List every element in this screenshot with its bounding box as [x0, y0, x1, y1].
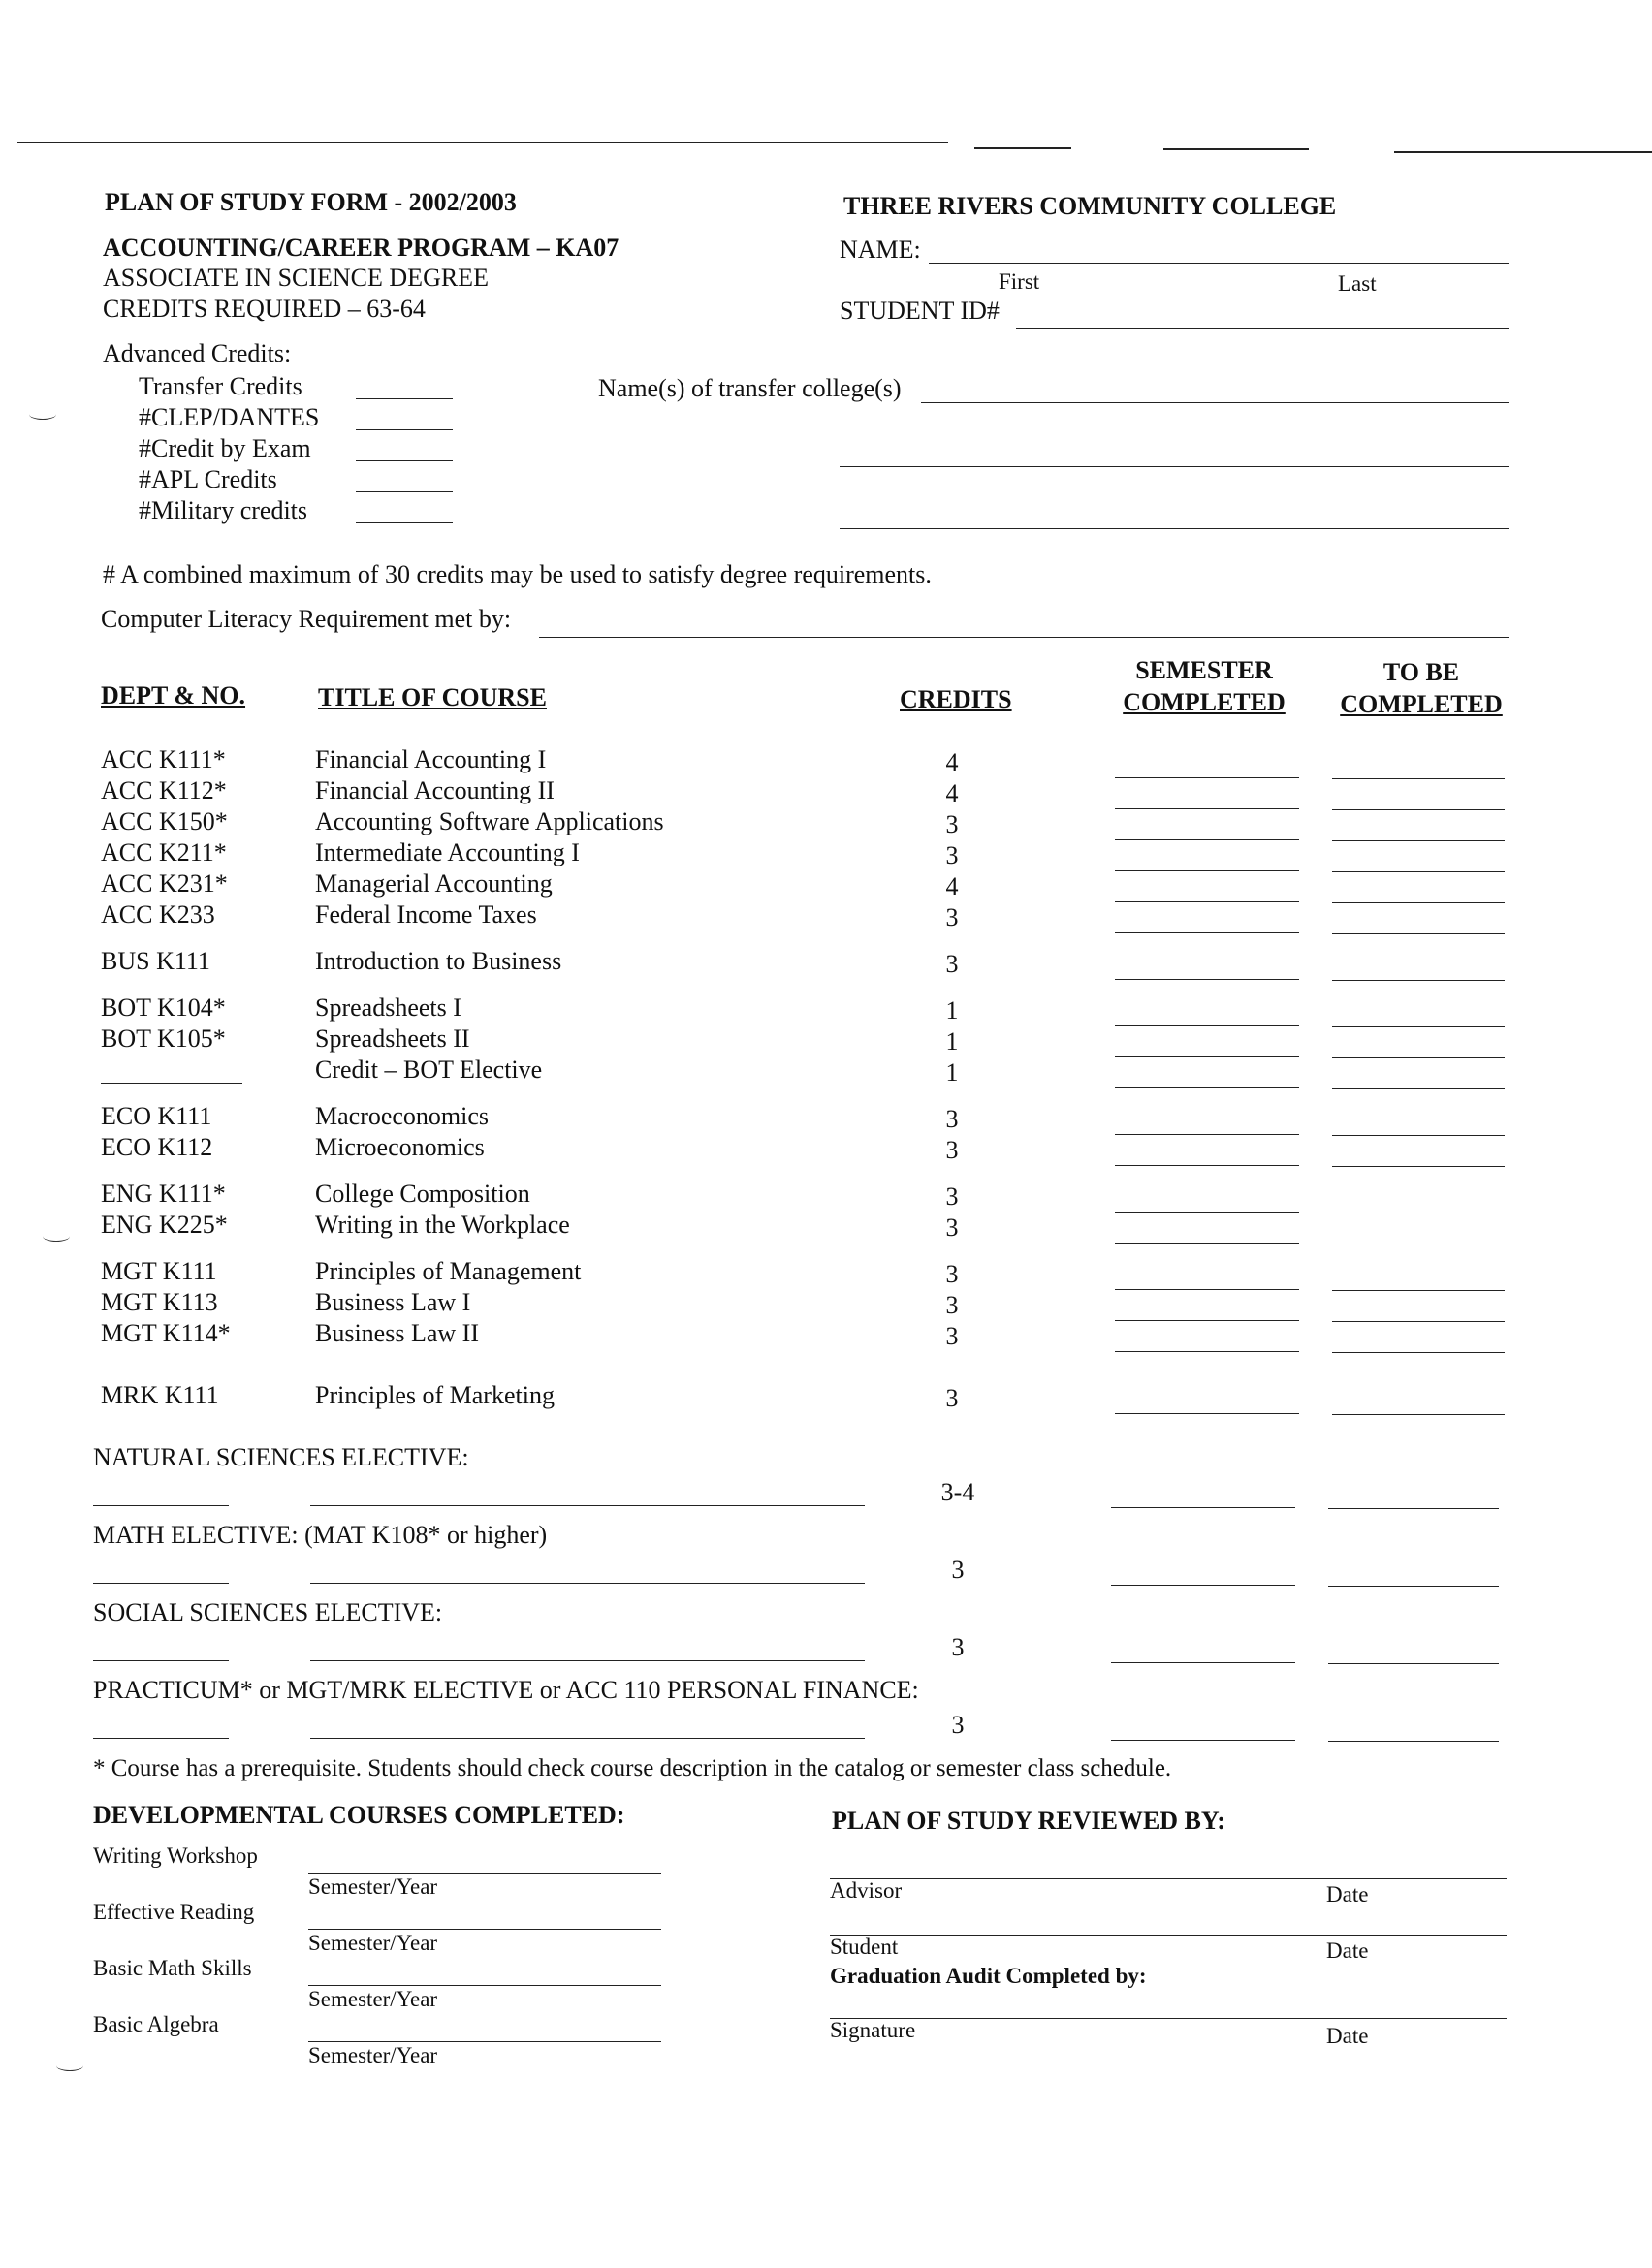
advisor-date-label: Date: [1326, 1882, 1369, 1906]
student-signature-field[interactable]: [830, 1935, 1507, 1936]
transfer-college-field-2[interactable]: [840, 466, 1509, 467]
course-dept: BOT K105*: [101, 1024, 226, 1053]
col-tobe-header-2: COMPLETED: [1340, 690, 1503, 718]
course-title: Introduction to Business: [315, 947, 562, 975]
course-dept: ACC K233: [101, 900, 215, 929]
course-dept: BOT K104*: [101, 993, 226, 1022]
semester-year-label: Semester/Year: [308, 1931, 438, 1955]
course-title: Spreadsheets I: [315, 993, 461, 1022]
advanced-credit-label: #Credit by Exam: [139, 434, 311, 462]
semester-completed-field[interactable]: [1115, 979, 1299, 980]
top-rule-segment: [1163, 148, 1309, 150]
elective-credits: 3-4: [940, 1478, 975, 1506]
to-be-completed-field[interactable]: [1332, 1057, 1505, 1058]
course-title: Business Law I: [315, 1288, 471, 1316]
combined-max-note: # A combined maximum of 30 credits may be used to satisfy degree requirements.: [103, 560, 932, 588]
elective-dept-field[interactable]: [93, 1660, 229, 1661]
advanced-credit-label: #APL Credits: [139, 465, 277, 493]
name-field[interactable]: [929, 263, 1509, 264]
course-dept: ENG K225*: [101, 1211, 228, 1239]
transfer-college-label: Name(s) of transfer college(s): [598, 374, 902, 402]
student-date-label: Date: [1326, 1938, 1369, 1963]
semester-completed-field[interactable]: [1115, 1056, 1299, 1057]
col-semester-header-1: SEMESTER: [1135, 656, 1273, 684]
course-credits: 3: [945, 1136, 959, 1164]
developmental-semester-field[interactable]: [308, 2041, 661, 2042]
form-title: PLAN OF STUDY FORM - 2002/2003: [105, 188, 517, 216]
course-title: Federal Income Taxes: [315, 900, 537, 929]
student-id-label: STUDENT ID#: [840, 297, 1000, 325]
last-name-label: Last: [1338, 271, 1377, 296]
advanced-credit-field[interactable]: [356, 398, 453, 399]
semester-completed-field[interactable]: [1115, 1212, 1299, 1213]
course-dept: MGT K111: [101, 1257, 217, 1285]
student-label: Student: [830, 1935, 899, 1959]
course-dept: ACC K112*: [101, 776, 227, 804]
elective-dept-field[interactable]: [93, 1738, 229, 1739]
student-id-field[interactable]: [1016, 328, 1509, 329]
transfer-college-field-3[interactable]: [840, 528, 1509, 529]
course-credits: 4: [945, 872, 959, 900]
course-credits: 3: [945, 903, 959, 931]
semester-completed-field[interactable]: [1111, 1585, 1295, 1586]
semester-year-label: Semester/Year: [308, 1874, 438, 1899]
course-title: Microeconomics: [315, 1133, 485, 1161]
program-name: ACCOUNTING/CAREER PROGRAM – KA07: [103, 234, 620, 262]
course-title: Financial Accounting I: [315, 745, 547, 773]
course-credits: 3: [945, 1260, 959, 1288]
semester-completed-field[interactable]: [1111, 1662, 1295, 1663]
course-credits: 1: [945, 996, 959, 1024]
elective-credits: 3: [951, 1633, 965, 1661]
course-dept: MGT K114*: [101, 1319, 231, 1347]
semester-completed-field[interactable]: [1115, 1243, 1299, 1244]
course-title: Intermediate Accounting I: [315, 838, 580, 866]
course-dept: BUS K111: [101, 947, 210, 975]
course-credits: 1: [945, 1058, 959, 1087]
first-name-label: First: [999, 269, 1040, 294]
elective-label: NATURAL SCIENCES ELECTIVE:: [93, 1443, 469, 1471]
advanced-credits-heading: Advanced Credits:: [103, 339, 292, 367]
course-dept: MRK K111: [101, 1381, 219, 1409]
semester-completed-field[interactable]: [1115, 1413, 1299, 1414]
advanced-credit-field[interactable]: [356, 522, 453, 523]
to-be-completed-field[interactable]: [1328, 1586, 1499, 1587]
course-title: Principles of Management: [315, 1257, 582, 1285]
course-dept: ACC K211*: [101, 838, 227, 866]
semester-completed-field[interactable]: [1115, 839, 1299, 840]
course-title: Accounting Software Applications: [315, 807, 664, 835]
developmental-semester-field[interactable]: [308, 1929, 661, 1930]
audit-signature-field[interactable]: [830, 2018, 1507, 2019]
semester-completed-field[interactable]: [1115, 1087, 1299, 1088]
course-title: Writing in the Workplace: [315, 1211, 570, 1239]
top-rule-segment: [1394, 151, 1652, 153]
course-title: Macroeconomics: [315, 1102, 490, 1130]
semester-completed-field[interactable]: [1115, 777, 1299, 778]
semester-completed-field[interactable]: [1115, 1165, 1299, 1166]
col-semester-header-2: COMPLETED: [1123, 688, 1286, 716]
elective-credits: 3: [951, 1711, 965, 1739]
degree-name: ASSOCIATE IN SCIENCE DEGREE: [103, 264, 489, 292]
course-dept: MGT K113: [101, 1288, 218, 1316]
computer-literacy-field[interactable]: [539, 637, 1509, 638]
course-credits: 3: [945, 1291, 959, 1319]
col-title-header: TITLE OF COURSE: [318, 683, 547, 711]
review-heading: PLAN OF STUDY REVIEWED BY:: [832, 1807, 1225, 1835]
advisor-label: Advisor: [830, 1878, 903, 1903]
developmental-course-label: Basic Algebra: [93, 2012, 219, 2036]
to-be-completed-field[interactable]: [1332, 1290, 1505, 1291]
course-credits: 3: [945, 1105, 959, 1133]
developmental-course-label: Effective Reading: [93, 1900, 255, 1924]
developmental-course-label: Basic Math Skills: [93, 1956, 252, 1980]
semester-year-label: Semester/Year: [308, 2043, 438, 2067]
semester-completed-field[interactable]: [1111, 1740, 1295, 1741]
top-rule: [17, 142, 948, 143]
elective-dept-field[interactable]: [93, 1583, 229, 1584]
course-dept: ECO K111: [101, 1102, 212, 1130]
advanced-credit-label: #Military credits: [139, 496, 308, 524]
course-title: Spreadsheets II: [315, 1024, 470, 1053]
semester-completed-field[interactable]: [1115, 1134, 1299, 1135]
course-dept: ACC K231*: [101, 869, 228, 898]
to-be-completed-field[interactable]: [1332, 778, 1505, 779]
semester-completed-field[interactable]: [1115, 932, 1299, 933]
course-dept: ACC K150*: [101, 807, 228, 835]
semester-completed-field[interactable]: [1115, 808, 1299, 809]
college-name: THREE RIVERS COMMUNITY COLLEGE: [843, 192, 1337, 220]
developmental-heading: DEVELOPMENTAL COURSES COMPLETED:: [93, 1801, 625, 1829]
scan-mark: [56, 2061, 83, 2071]
course-dept: ACC K111*: [101, 745, 226, 773]
to-be-completed-field[interactable]: [1328, 1508, 1499, 1509]
to-be-completed-field[interactable]: [1328, 1663, 1499, 1664]
elective-label: SOCIAL SCIENCES ELECTIVE:: [93, 1598, 443, 1626]
semester-year-label: Semester/Year: [308, 1987, 438, 2011]
name-label: NAME:: [840, 236, 921, 264]
col-dept-header: DEPT & NO.: [101, 681, 246, 709]
elective-label: PRACTICUM* or MGT/MRK ELECTIVE or ACC 110 PERSONAL FINANCE:: [93, 1676, 919, 1704]
course-credits: 3: [945, 950, 959, 978]
course-credits: 1: [945, 1027, 959, 1055]
to-be-completed-field[interactable]: [1332, 980, 1505, 981]
course-title: College Composition: [315, 1180, 530, 1208]
scan-mark: [29, 409, 56, 420]
elective-title-field[interactable]: [310, 1583, 865, 1584]
course-title: Business Law II: [315, 1319, 479, 1347]
to-be-completed-field[interactable]: [1332, 1414, 1505, 1415]
advanced-credit-field[interactable]: [356, 491, 453, 492]
col-tobe-header-1: TO BE: [1382, 658, 1460, 686]
course-dept-field[interactable]: [101, 1083, 242, 1084]
advanced-credit-label: Transfer Credits: [139, 372, 302, 400]
scan-mark: [43, 1231, 70, 1242]
to-be-completed-field[interactable]: [1332, 809, 1505, 810]
to-be-completed-field[interactable]: [1332, 1166, 1505, 1167]
course-dept: ECO K112: [101, 1133, 213, 1161]
developmental-course-label: Writing Workshop: [93, 1843, 258, 1868]
course-credits: 3: [945, 1322, 959, 1350]
to-be-completed-field[interactable]: [1332, 1352, 1505, 1353]
to-be-completed-field[interactable]: [1332, 871, 1505, 872]
semester-completed-field[interactable]: [1115, 1289, 1299, 1290]
to-be-completed-field[interactable]: [1332, 933, 1505, 934]
course-credits: 3: [945, 1213, 959, 1242]
course-credits: 4: [945, 748, 959, 776]
course-title: Principles of Marketing: [315, 1381, 555, 1409]
course-title: Managerial Accounting: [315, 869, 553, 898]
audit-date-label: Date: [1326, 2024, 1369, 2048]
computer-literacy-label: Computer Literacy Requirement met by:: [101, 605, 512, 633]
developmental-semester-field[interactable]: [308, 1985, 661, 1986]
col-credits-header: CREDITS: [900, 685, 1012, 713]
to-be-completed-field[interactable]: [1332, 902, 1505, 903]
semester-completed-field[interactable]: [1115, 1025, 1299, 1026]
advanced-credit-field[interactable]: [356, 460, 453, 461]
elective-label: MATH ELECTIVE: (MAT K108* or higher): [93, 1521, 548, 1549]
semester-completed-field[interactable]: [1115, 901, 1299, 902]
course-credits: 3: [945, 1182, 959, 1211]
elective-title-field[interactable]: [310, 1738, 865, 1739]
course-credits: 4: [945, 779, 959, 807]
advisor-signature-field[interactable]: [830, 1878, 1507, 1879]
credits-required: CREDITS REQUIRED – 63-64: [103, 295, 426, 323]
developmental-semester-field[interactable]: [308, 1873, 661, 1874]
course-credits: 3: [945, 841, 959, 869]
elective-credits: 3: [951, 1556, 965, 1584]
semester-completed-field[interactable]: [1111, 1507, 1295, 1508]
semester-completed-field[interactable]: [1115, 870, 1299, 871]
elective-title-field[interactable]: [310, 1660, 865, 1661]
advanced-credit-field[interactable]: [356, 429, 453, 430]
course-title: Credit – BOT Elective: [315, 1055, 543, 1084]
prerequisite-note: * Course has a prerequisite. Students should check course description in the catalog or semester class schedule.: [93, 1755, 1172, 1781]
course-dept: ENG K111*: [101, 1180, 226, 1208]
course-title: Financial Accounting II: [315, 776, 555, 804]
signature-label: Signature: [830, 2018, 916, 2042]
to-be-completed-field[interactable]: [1328, 1741, 1499, 1742]
graduation-audit-label: Graduation Audit Completed by:: [830, 1964, 1147, 1988]
semester-completed-field[interactable]: [1115, 1320, 1299, 1321]
elective-dept-field[interactable]: [93, 1505, 229, 1506]
course-credits: 3: [945, 810, 959, 838]
advanced-credit-label: #CLEP/DANTES: [139, 403, 320, 431]
to-be-completed-field[interactable]: [1332, 840, 1505, 841]
course-credits: 3: [945, 1384, 959, 1412]
to-be-completed-field[interactable]: [1332, 1135, 1505, 1136]
to-be-completed-field[interactable]: [1332, 1026, 1505, 1027]
elective-title-field[interactable]: [310, 1505, 865, 1506]
to-be-completed-field[interactable]: [1332, 1088, 1505, 1089]
top-rule-segment: [974, 147, 1071, 149]
semester-completed-field[interactable]: [1115, 1351, 1299, 1352]
to-be-completed-field[interactable]: [1332, 1321, 1505, 1322]
transfer-college-field-1[interactable]: [921, 402, 1509, 403]
